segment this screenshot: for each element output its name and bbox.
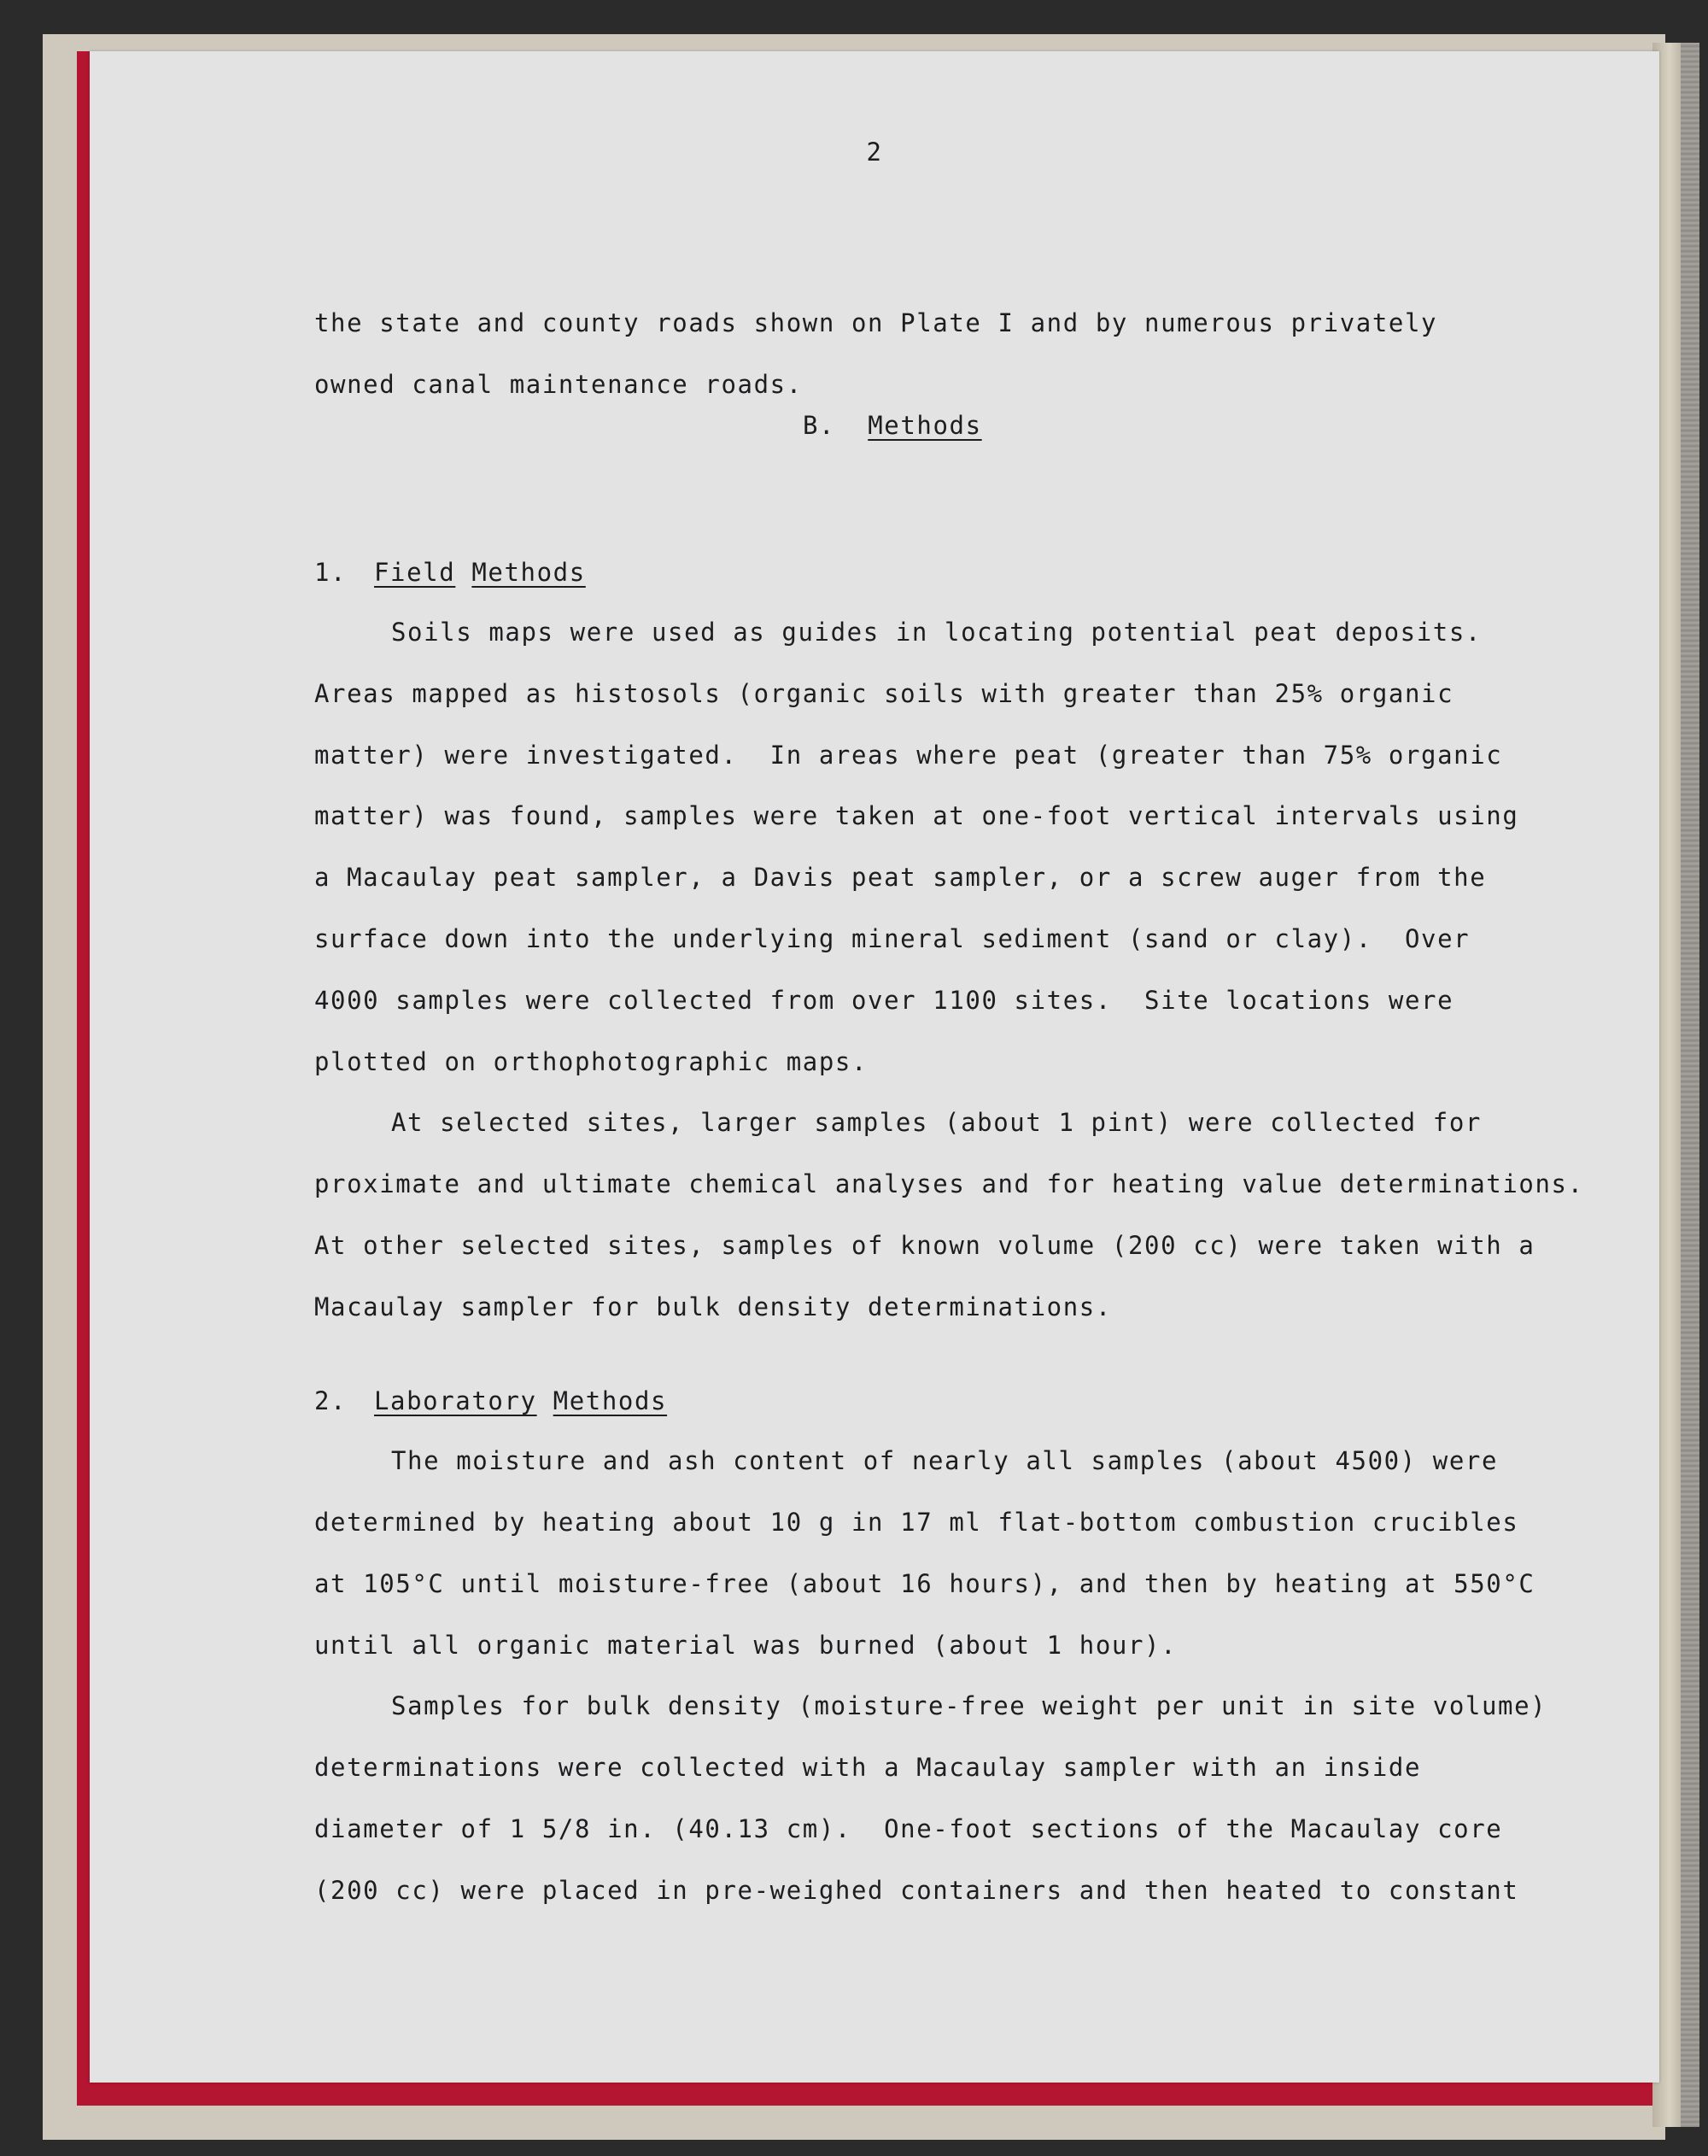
text-line: matter) were investigated. In areas where peat (greater than 75% organic xyxy=(314,741,1503,770)
document-page xyxy=(90,51,1659,2083)
text-line: Samples for bulk density (moisture-free weight per unit in site volume) xyxy=(391,1691,1547,1720)
text-line: matter) was found, samples were taken at one-foot vertical intervals using xyxy=(314,801,1519,830)
subsection-title-word: Laboratory xyxy=(374,1386,537,1415)
subsection-title-word: Field xyxy=(374,558,456,587)
text-line: The moisture and ash content of nearly all samples (about 4500) were xyxy=(391,1446,1499,1475)
text-line: At selected sites, larger samples (about 1 pint) were collected for xyxy=(391,1108,1482,1137)
text-line: surface down into the underlying mineral sediment (sand or clay). Over xyxy=(314,924,1471,953)
page-number: 2 xyxy=(866,138,883,167)
text-line: (200 cc) were placed in pre-weighed containers and then heated to constant xyxy=(314,1876,1519,1905)
text-line: 4000 samples were collected from over 1100 sites. Site locations were xyxy=(314,986,1454,1015)
subsection-number: 1. xyxy=(314,558,348,587)
text-line: determined by heating about 10 g in 17 ml flat-bottom combustion crucibles xyxy=(314,1508,1519,1537)
text-line: Soils maps were used as guides in locating potential peat deposits. xyxy=(391,618,1482,647)
subsection-heading-laboratory-methods xyxy=(314,1386,667,1416)
text-line: plotted on orthophotographic maps. xyxy=(314,1047,869,1076)
text-line: At other selected sites, samples of known volume (200 cc) were taken with a xyxy=(314,1231,1535,1260)
cloth-spine xyxy=(1681,43,1699,2127)
subsection-title-word: Methods xyxy=(553,1386,668,1415)
subsection-heading-field-methods xyxy=(314,557,586,588)
subsection-title-word: Methods xyxy=(471,558,586,587)
subsection-number: 2. xyxy=(314,1386,348,1415)
text-line: the state and county roads shown on Plate I and by numerous privately xyxy=(314,308,1438,337)
text-line: Areas mapped as histosols (organic soils with greater than 25% organic xyxy=(314,679,1454,708)
text-line: determinations were collected with a Macaulay sampler with an inside xyxy=(314,1753,1422,1782)
text-line: Macaulay sampler for bulk density determinations. xyxy=(314,1292,1112,1321)
text-line: until all organic material was burned (about 1 hour). xyxy=(314,1631,1178,1660)
text-line: at 105°C until moisture-free (about 16 hours), and then by heating at 550°C xyxy=(314,1569,1535,1598)
text-line: owned canal maintenance roads. xyxy=(314,370,803,399)
section-heading xyxy=(803,410,982,441)
section-title: Methods xyxy=(868,411,982,440)
text-line: proximate and ultimate chemical analyses and for heating value determinations. xyxy=(314,1169,1584,1198)
section-letter: B. xyxy=(803,411,836,440)
text-line: diameter of 1 5/8 in. (40.13 cm). One-foot sections of the Macaulay core xyxy=(314,1814,1503,1843)
page-text xyxy=(90,51,1659,2083)
text-line: a Macaulay peat sampler, a Davis peat sampler, or a screw auger from the xyxy=(314,863,1487,892)
